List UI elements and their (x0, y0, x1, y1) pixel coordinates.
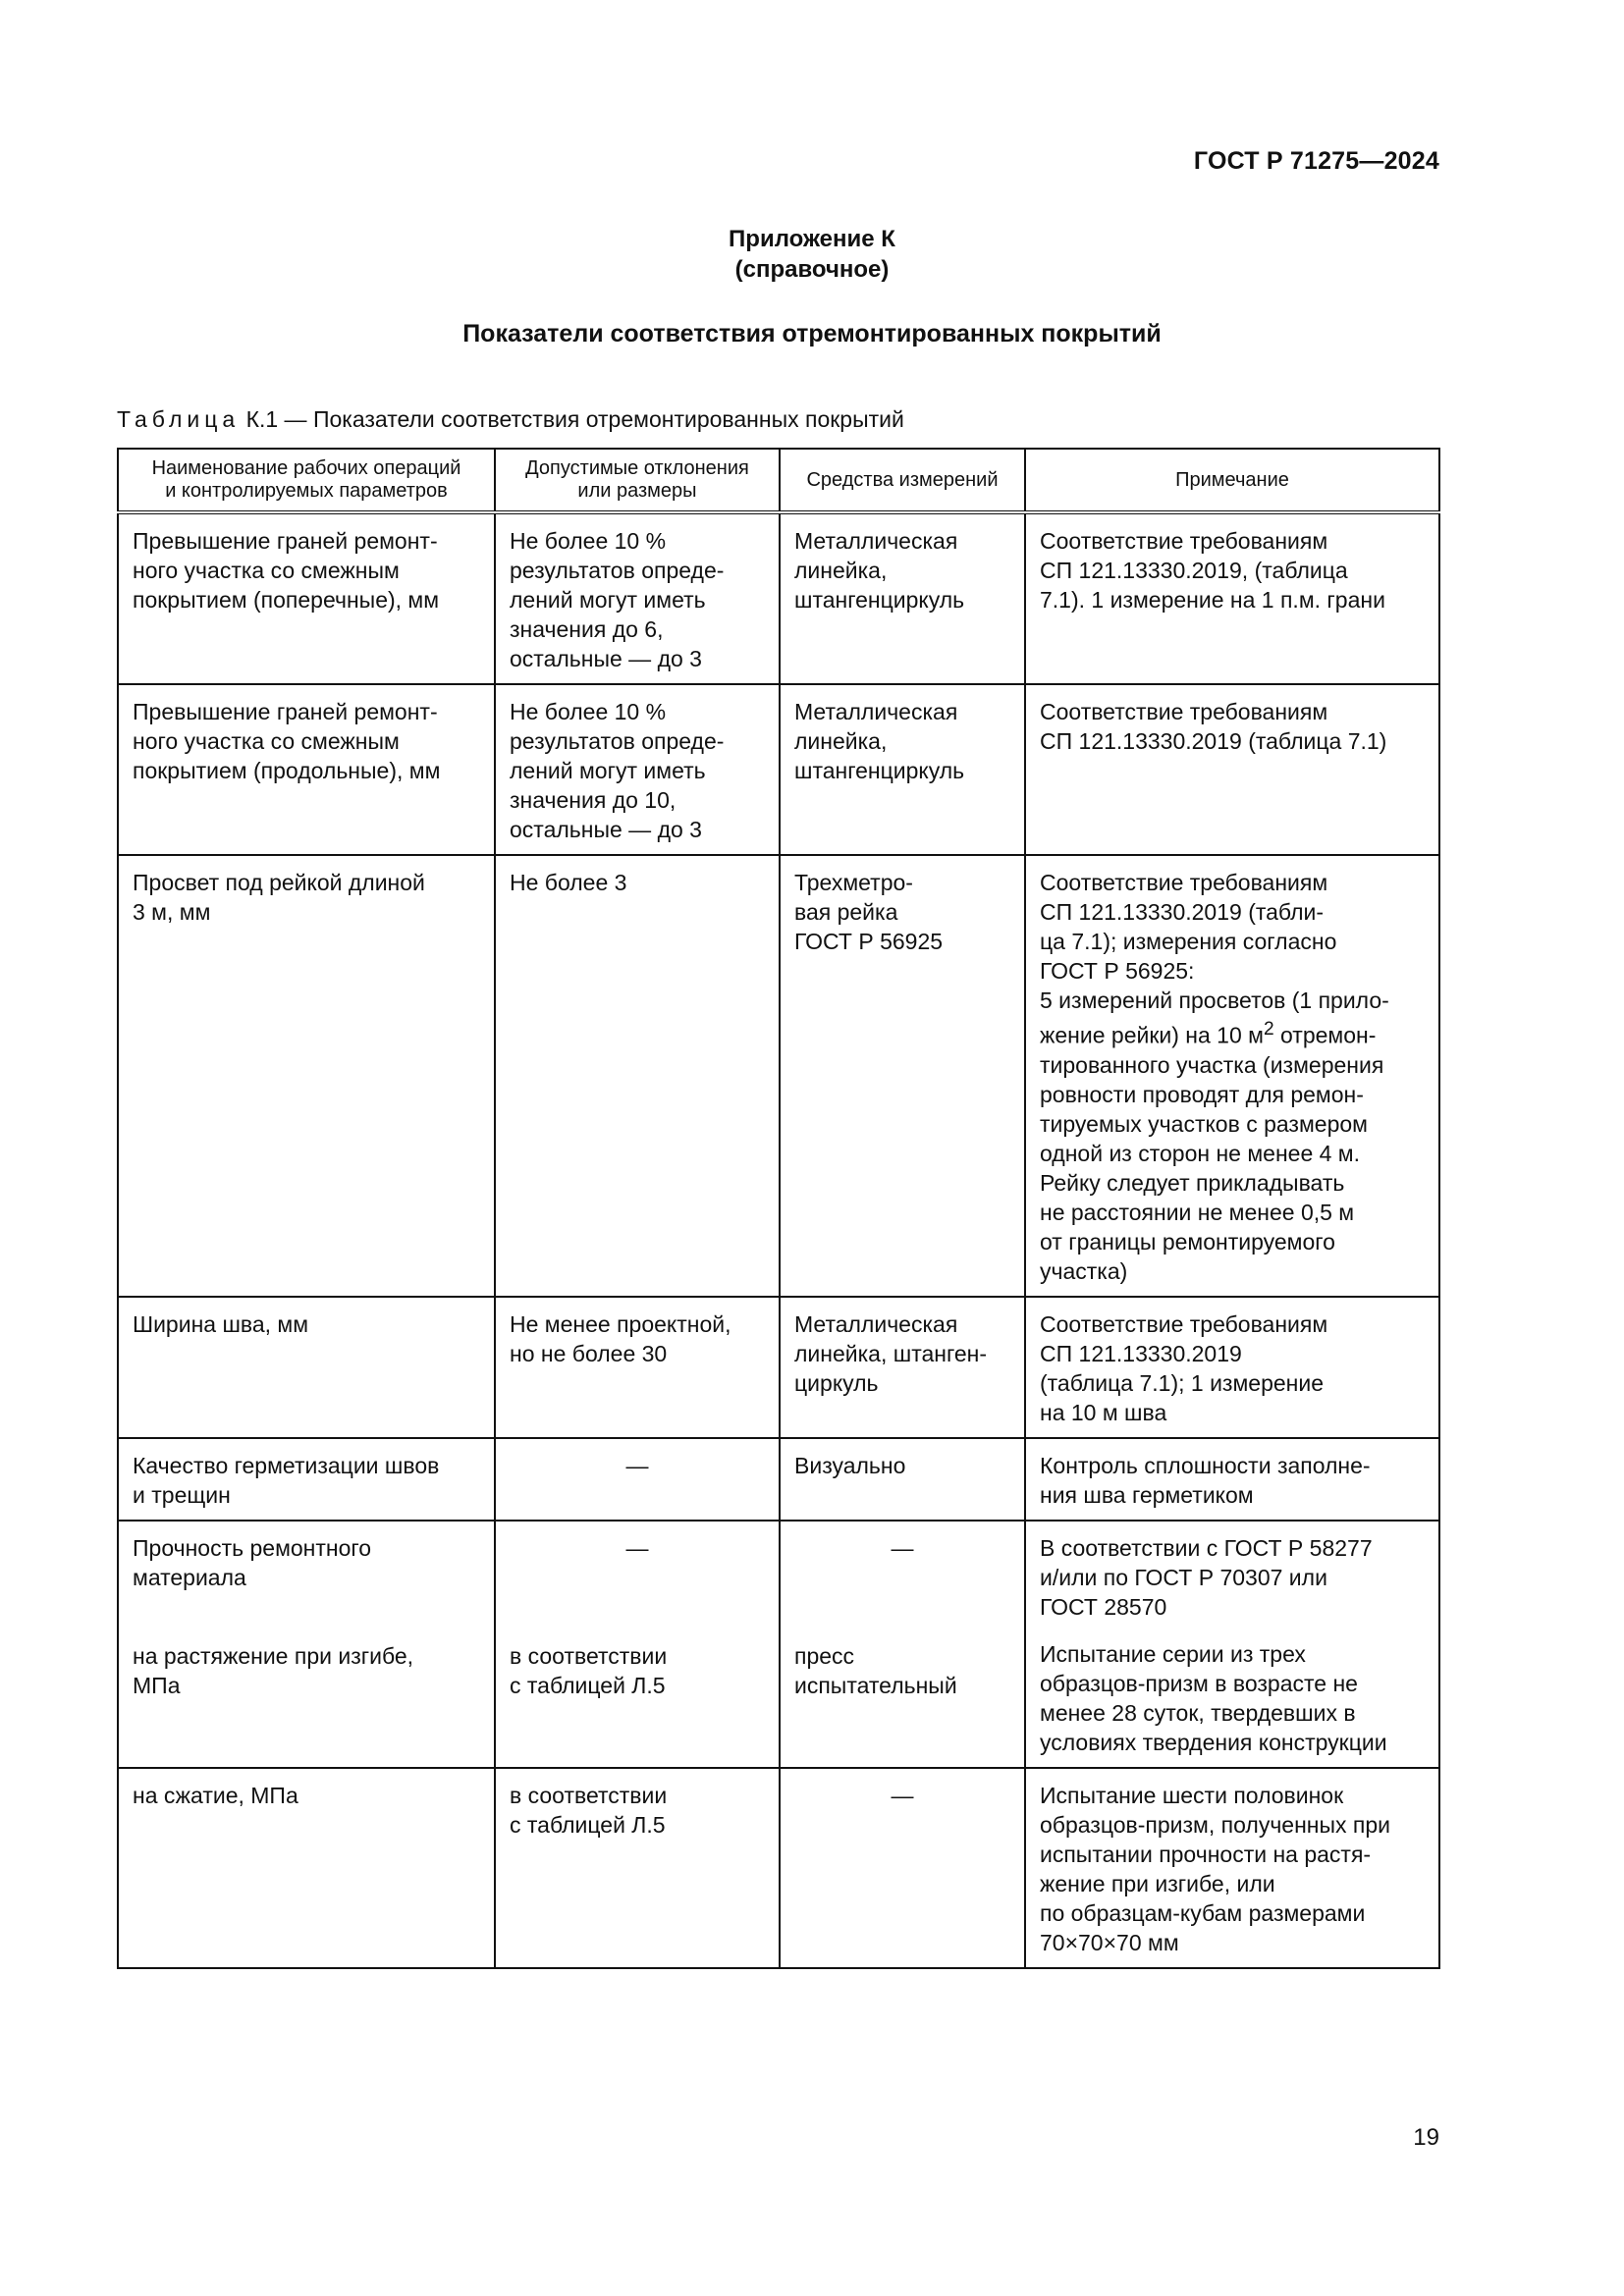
table-header-row (118, 449, 1439, 512)
document-code: ГОСТ Р 71275—2024 (1193, 147, 1439, 175)
cell-param: на сжатие, МПа (118, 1768, 495, 1968)
table-row (118, 1768, 1439, 1968)
cell-note: Испытание шести половинок образцов-призм, полученных при испытании прочности на растя- жение при изгибе, или по образцам-кубам размерами 70×70×70 мм (1025, 1768, 1439, 1968)
cell-note: Соответствие требованиям СП 121.13330.2019 (таблица 7.1); 1 измерение на 10 м шва (1025, 1297, 1439, 1438)
cell-note-part-a: Соответствие требованиям СП 121.13330.2019 (табли- ца 7.1); измерения согласно ГОСТ Р 56925: 5 измерений просветов (1 прило- жение рейки) на 10 м (1040, 870, 1389, 1048)
cell-tools (780, 1521, 1025, 1768)
cell-tolerance: Не более 10 % результатов опреде- лений могут иметь значения до 6, остальные — до 3 (495, 512, 780, 684)
cell-tolerance: в соответствии с таблицей Л.5 (495, 1768, 780, 1968)
header-tools: Средства измерений (780, 449, 1025, 512)
cell-param: Качество герметизации швов и трещин (118, 1438, 495, 1521)
header-tolerance: Допустимые отклонения или размеры (495, 449, 780, 512)
header-note: Примечание (1025, 449, 1439, 512)
cell-note (1025, 855, 1439, 1297)
table-caption (117, 406, 904, 433)
cell-note (1025, 1521, 1439, 1768)
cell-param (118, 1521, 495, 1768)
cell-tools: Трехметро- вая рейка ГОСТ Р 56925 (780, 855, 1025, 1297)
cell-tolerance-main: — (625, 1534, 649, 1561)
appendix-heading (0, 224, 1624, 285)
cell-tools: Металлическая линейка, штангенциркуль (780, 512, 1025, 684)
table-caption-text: К.1 — Показатели соответствия отремонтированных покрытий (240, 406, 904, 432)
cell-tools-sub: пресс испытательный (794, 1642, 957, 1698)
cell-note: Контроль сплошности заполне- ния шва герметиком (1025, 1438, 1439, 1521)
table-row (118, 1521, 1439, 1768)
cell-note-main: В соответствии с ГОСТ Р 58277 и/или по ГОСТ Р 70307 или ГОСТ 28570 (1040, 1534, 1373, 1620)
cell-tools: Металлическая линейка, штанген- циркуль (780, 1297, 1025, 1438)
table-row (118, 1297, 1439, 1438)
cell-param-main: Прочность ремонтного материала (133, 1534, 372, 1590)
page-number: 19 (1413, 2124, 1439, 2151)
section-title: Показатели соответствия отремонтированных покрытий (462, 320, 1162, 347)
cell-tools-main: — (891, 1534, 914, 1561)
cell-tolerance (495, 1521, 780, 1768)
appendix-title: Приложение К (729, 226, 895, 252)
cell-param: Просвет под рейкой длиной 3 м, мм (118, 855, 495, 1297)
cell-tolerance: — (495, 1438, 780, 1521)
cell-param-sub: на растяжение при изгибе, МПа (133, 1642, 414, 1698)
table-row (118, 855, 1439, 1297)
cell-tolerance-sub: в соответствии с таблицей Л.5 (510, 1642, 668, 1698)
cell-tools: — (780, 1768, 1025, 1968)
cell-tolerance: Не менее проектной, но не более 30 (495, 1297, 780, 1438)
cell-param: Превышение граней ремонт- ного участка со смежным покрытием (поперечные), мм (118, 512, 495, 684)
cell-tools: Визуально (780, 1438, 1025, 1521)
table-row (118, 512, 1439, 684)
cell-tools: Металлическая линейка, штангенциркуль (780, 684, 1025, 855)
cell-tolerance: Не более 10 % результатов опреде- лений могут иметь значения до 10, остальные — до 3 (495, 684, 780, 855)
requirements-table (117, 448, 1440, 1969)
table-row (118, 684, 1439, 855)
appendix-type: (справочное) (734, 256, 890, 283)
superscript-square: 2 (1263, 1019, 1274, 1040)
cell-tolerance: Не более 3 (495, 855, 780, 1297)
cell-note-part-b: отремон- тированного участка (измерения ровности проводят для ремон- тируемых участков с размером одной из сторон не менее 4 м. Рейку следует прикладывать не расстоянии не менее 0,5 м от границы ремонтируемого участка) (1040, 1022, 1384, 1284)
cell-note: Соответствие требованиям СП 121.13330.2019 (таблица 7.1) (1025, 684, 1439, 855)
table-row (118, 1438, 1439, 1521)
header-operation: Наименование рабочих операций и контролируемых параметров (118, 449, 495, 512)
cell-param: Ширина шва, мм (118, 1297, 495, 1438)
table-caption-prefix: Таблица (117, 406, 241, 432)
cell-param: Превышение граней ремонт- ного участка со смежным покрытием (продольные), мм (118, 684, 495, 855)
cell-note-sub: Испытание серии из трех образцов-призм в возрасте не менее 28 суток, твердевших в условиях твердения конструкции (1040, 1640, 1387, 1755)
cell-note: Соответствие требованиям СП 121.13330.2019, (таблица 7.1). 1 измерение на 1 п.м. грани (1025, 512, 1439, 684)
